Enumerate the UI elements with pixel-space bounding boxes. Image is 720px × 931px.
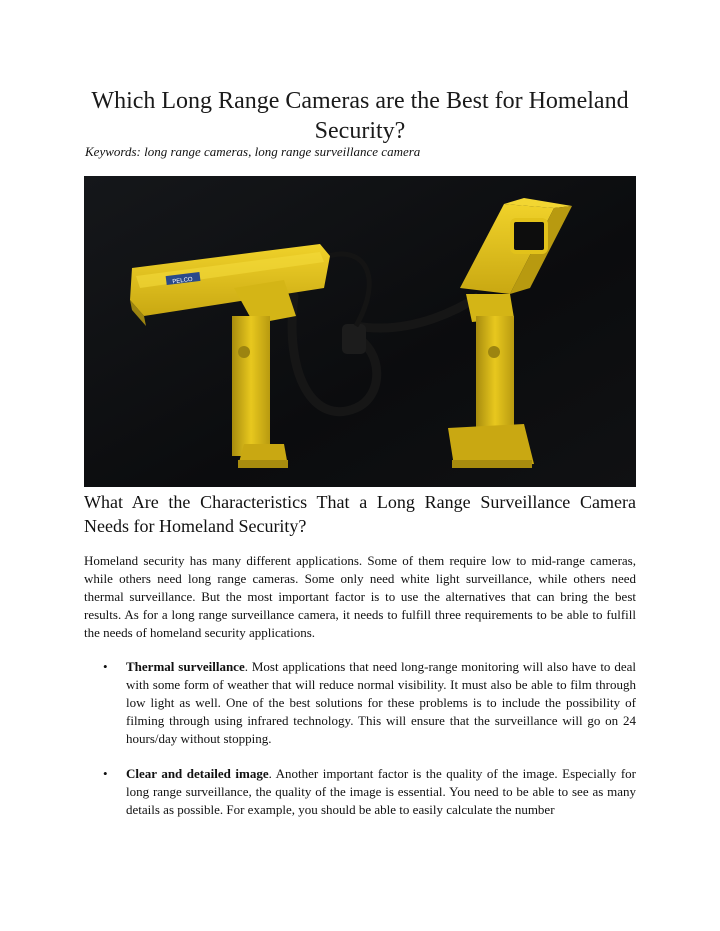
list-item-term: Clear and detailed image <box>126 766 269 781</box>
keywords-line: Keywords: long range cameras, long range surveillance camera <box>85 144 421 159</box>
list-item <box>84 658 636 748</box>
bullet-icon: • <box>103 766 108 781</box>
list-item-term: Thermal surveillance <box>126 659 245 674</box>
camera-brand-label: PELCO <box>172 276 194 286</box>
document-title: Which Long Range Cameras are the Best for Homeland Security? <box>91 88 629 144</box>
list-item-body: . Most applications that need long-range monitoring will also have to deal with some form of weather that will reduce normal visibility. It must also be able to film through low light as well. One of the best solutions for these problems is to include the possibility of filming through using infrared technology. This will ensure that the surveillance will go on 24 hours/day without stopping. <box>126 659 636 747</box>
list-item <box>84 765 636 819</box>
list-item-body: . Another important factor is the quality of the image. Especially for long range surveillance, the quality of the image is essential. You need to be able to see as many details as possible. For example, you should be able to easily calculate the number <box>126 766 636 818</box>
section-heading: What Are the Characteristics That a Long Range Surveillance Camera Needs for Homeland Security? <box>84 492 636 536</box>
list-item-text <box>126 765 636 819</box>
intro-paragraph: Homeland security has many different applications. Some of them require low to mid-range cameras, while others need long range cameras. Some only need white light surveillance, while others need thermal surveillance. But the most important factor is to use the alternatives that can bring the best results. As for a long range surveillance camera, it needs to fulfill three requirements to be able to fulfill the needs of homeland security applications. <box>84 553 636 641</box>
security-cameras-photo <box>84 176 636 487</box>
bullet-icon: • <box>103 659 108 674</box>
list-item-text <box>126 658 636 748</box>
